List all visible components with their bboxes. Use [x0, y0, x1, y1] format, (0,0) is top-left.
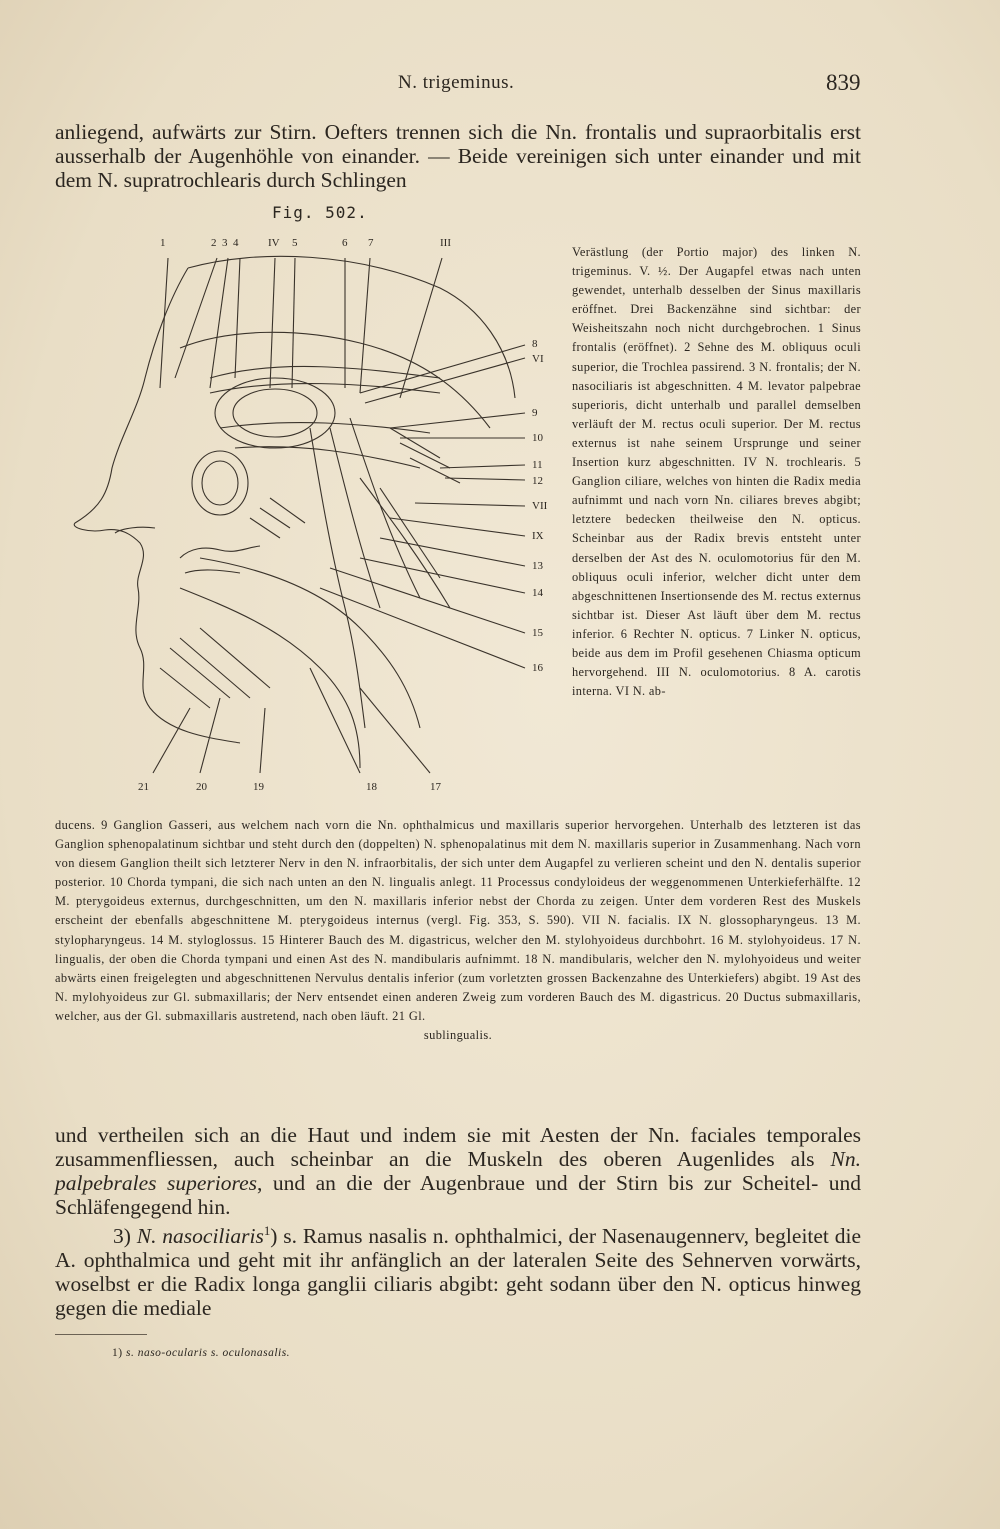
figure-label-top: 3	[222, 237, 228, 249]
figure-label-top: 4	[233, 237, 239, 249]
figure-label-right: 8	[532, 338, 538, 350]
figure-label-top: 7	[368, 237, 374, 249]
figure-label-top: 1	[160, 237, 166, 249]
paragraph-3	[55, 1219, 861, 1320]
paragraph-2-italic: Nn. palpebrales superiores	[55, 1147, 861, 1195]
footnote-ref: 1	[263, 1224, 271, 1238]
footnote-rule	[55, 1334, 147, 1335]
figure-label-right: VII	[532, 500, 548, 512]
paragraph-2	[55, 1123, 861, 1219]
figure-caption-last: sublingualis.	[423, 1028, 493, 1043]
footnote	[112, 1347, 290, 1359]
footnote-text: s. naso-ocularis s. oculonasalis.	[125, 1347, 291, 1359]
anatomical-figure	[60, 228, 560, 808]
figure-caption-full	[55, 816, 861, 1045]
paragraph-2-before: und vertheilen sich an die Haut und indem sie mit Aesten der Nn. faciales temporales zusammenfliessen, auch scheinbar an die Muskeln des oberen Augenlides als	[55, 1123, 861, 1171]
figure-label-right: IX	[532, 530, 544, 542]
figure-label-right: 12	[532, 475, 543, 487]
figure-label-bottom: 20	[196, 781, 207, 793]
figure-label-bottom: 21	[138, 781, 149, 793]
figure-label-bottom: 19	[253, 781, 264, 793]
figure-label-top: 5	[292, 237, 298, 249]
paragraph-3-number: 3)	[113, 1224, 131, 1249]
footnote-marker: 1)	[112, 1347, 123, 1359]
figure-label-right: 11	[532, 459, 543, 471]
figure-label-right: 14	[532, 587, 543, 599]
figure-label-bottom: 17	[430, 781, 441, 793]
figure-caption-text: ducens. 9 Ganglion Gasseri, aus welchem nach vorn die Nn. ophthalmicus und maxillaris superior hervorgehen. Unterhalb des letzteren ist das Ganglion sphenopalatinum sichtbar und steht durch den (doppelten) N. sphenopalatinus mit dem N. maxillaris superior in Zusammenhang. Nach vorn von diesem Ganglion theilt sich letzterer Nerv in den N. infraorbitalis, der sich unter dem Augapfel zu verlieren scheint und den N. dentalis superior posterior. 10 Chorda tympani, die sich nach unten an den N. lingualis anlegt. 11 Processus condyloideus der weggenommenen Unterkieferhälfte. 12 M. pterygoideus externus, durchgeschnitten, um den N. maxillaris inferior nebst der Chorda zu zeigen. Unter dem vorderen Rest des Muskels erscheint der ebenfalls abgeschnittene M. pterygoideus internus (vergl. Fig. 353, S. 590). VII N. facialis. IX N. glossopharyngeus. 13 M. stylopharyngeus. 14 M. styloglossus. 15 Hinterer Bauch des M. digastricus, welcher den M. stylohyoideus durchbohrt. 16 M. stylohyoideus. 17 N. lingualis, der oben die Chorda tympani und einen Ast des N. mandibularis aufnimmt. 18 N. mandibularis, welcher den N. mylohyoideus und weiter abwärts einen freigelegten und abgeschnittenen Nervulus dentalis inferior (zum vorletzten grossen Backenzahne des Unterkiefers) abgibt. 19 Ast des N. mylohyoideus zur Gl. submaxillaris; der Nerv entsendet einen anderen Zweig zum vorderen Bauch des M. digastricus. 20 Ductus submaxillaris, welcher, aus der Gl. submaxillaris austretend, nach oben läuft. 21 Gl.	[55, 818, 861, 1023]
page-number: 839	[826, 70, 861, 95]
figure-label-right: 15	[532, 627, 543, 639]
figure-label-right: 13	[532, 560, 543, 572]
paragraph-1: anliegend, aufwärts zur Stirn. Oefters trennen sich die Nn. frontalis und supraorbitalis erst ausserhalb der Augenhöhle von einander. — Beide vereinigen sich unter einander und mit dem N. supratrochlearis durch Schlingen	[55, 120, 861, 192]
figure-label-top: III	[440, 237, 451, 249]
figure-label-top: 6	[342, 237, 348, 249]
figure-caption-side: Verästlung (der Portio major) des linken N. trigeminus. V. ½. Der Augapfel etwas nach unten gewendet, unterhalb desselben der Sinus maxillaris eröffnet. Drei Backenzähne sind sichtbar: der Weisheitszahn noch nicht durchgebrochen. 1 Sinus frontalis (eröffnet). 2 Sehne des M. obliquus oculi superior, die Trochlea passirend. 3 N. frontalis; der N. nasociliaris ist abgeschnitten. 4 M. levator palpebrae superioris, dicht unterhalb und parallel demselben verläuft der M. rectus oculi superior. Der M. rectus externus ist nahe seinem Ursprunge und seiner Insertion kurz abgeschnitten. IV N. trochlearis. 5 Ganglion ciliare, welches von hinten die Radix media aufnimmt und nach vorn Nn. ciliares breves abgibt; letztere bedecken theilweise den N. opticus. Scheinbar aus der Radix brevis entsteht unter derselben der Ast des N. oculomotorius für den M. obliquus oculi inferior, welcher dicht unter dem abgeschnittenen Insertionsende des M. rectus externus sichtbar ist. Dieser Ast läuft über dem M. rectus inferior. 6 Rechter N. opticus. 7 Linker N. opticus, beide aus dem im Profil gesehenen Chiasma opticum hervorgehend. III N. oculomotorius. 8 A. carotis interna. VI N. ab-	[572, 245, 861, 699]
paragraph-3-italic: N. nasociliaris	[136, 1224, 264, 1249]
figure-label: Fig. 502.	[272, 203, 368, 222]
figure-label-top: IV	[268, 237, 280, 249]
figure-label-right: 9	[532, 407, 538, 419]
figure-label-top: 2	[211, 237, 217, 249]
running-head	[0, 70, 1000, 100]
paragraph-3-text: ) s. Ramus nasalis n. ophthalmici, der Nasenaugennerv, begleitet die A. ophthalmica und geht mit ihr anfänglich an der lateralen Seite des Sehnerven vorwärts, woselbst er die Radix longa ganglii ciliaris abgibt: geht sodann über den N. opticus hinweg gegen die mediale	[55, 1224, 861, 1321]
figure-label-bottom: 18	[366, 781, 377, 793]
figure-label-right: 10	[532, 432, 543, 444]
running-title: N. trigeminus.	[398, 72, 515, 93]
paragraph-2-after: , und an die der Augenbraue und der Stirn bis zur Scheitel- und Schläfengegend hin.	[55, 1171, 861, 1219]
figure-label-right: VI	[532, 353, 544, 365]
figure-label-right: 16	[532, 662, 543, 674]
